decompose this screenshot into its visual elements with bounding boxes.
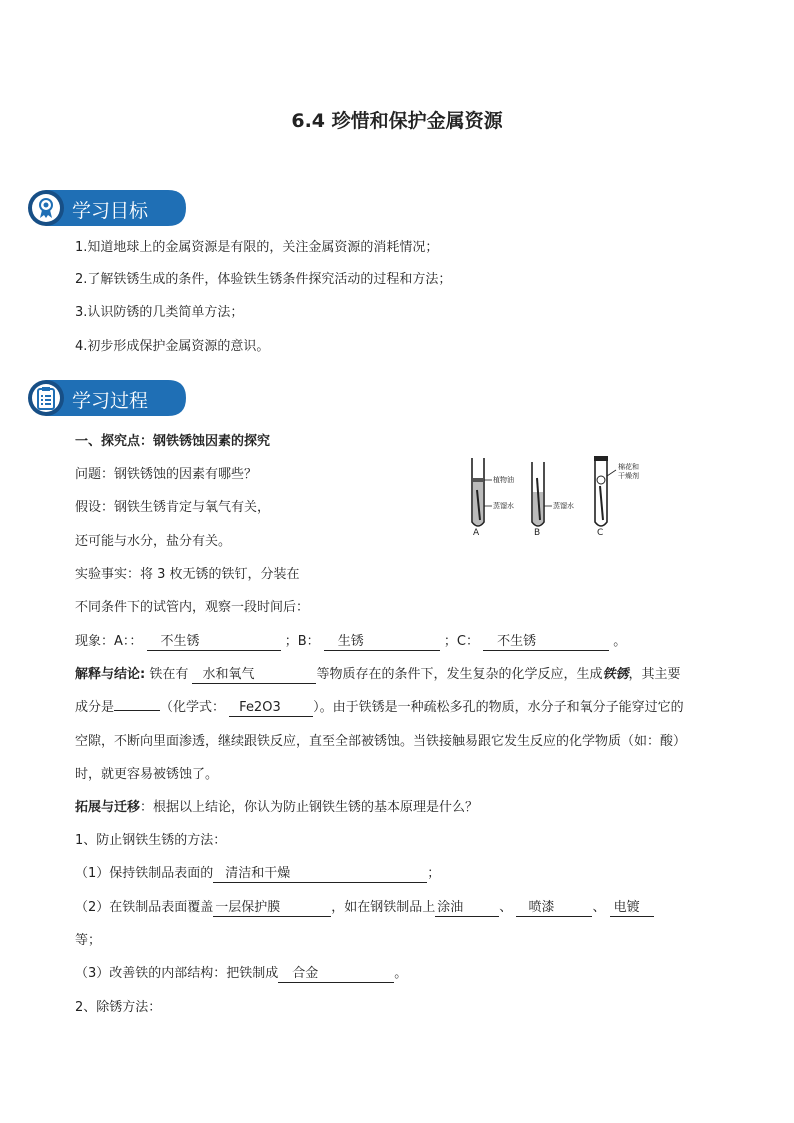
method-2 — [75, 898, 654, 918]
method-text: （2）在铁制品表面覆盖 — [75, 900, 214, 915]
goals-header: 学习目标 — [72, 200, 149, 222]
conclusion-blank-2 — [114, 710, 160, 711]
inquiry-heading: 一、探究点：钢铁锈蚀因素的探究 — [75, 434, 271, 449]
oil-label: 植物油 — [493, 476, 514, 484]
process-header: 学习过程 — [72, 390, 149, 412]
observation-line — [75, 632, 626, 652]
goal-item: 3.认识防锈的几类简单方法； — [75, 305, 244, 320]
fact-text: 实验事实：将 3 枚无锈的铁钉，分装在 — [75, 567, 300, 582]
method-2-blank-4: 电镀 — [610, 900, 654, 917]
method-2-blank-2: 涂油 — [435, 900, 499, 917]
method-text: ，如在钢铁制品上 — [331, 900, 436, 915]
goal-item: 1.知道地球上的金属资源是有限的，关注金属资源的消耗情况； — [75, 240, 439, 255]
extension-label: 拓展与迁移 — [75, 800, 141, 815]
goal-item: 4.初步形成保护金属资源的意识。 — [75, 339, 270, 354]
hypothesis-text: 还可能与水分，盐分有关。 — [75, 534, 232, 549]
method-2-end: 等； — [75, 933, 102, 948]
test-tubes-diagram — [466, 456, 696, 542]
obs-c-label: ；C： — [443, 634, 479, 649]
rust-term: 铁锈 — [602, 667, 629, 682]
conclusion-line-4: 时，就更容易被锈蚀了。 — [75, 767, 219, 782]
award-icon — [34, 196, 58, 220]
method-3-blank: 合金 — [278, 966, 394, 983]
obs-label: 现象：A：： — [75, 634, 143, 649]
extension-text: ：根据以上结论，你认为防止钢铁生锈的基本原理是什么？ — [140, 800, 479, 815]
tube-a-label: A — [473, 528, 480, 538]
method-1-blank: 清洁和干燥 — [213, 866, 427, 883]
method-text: （1）保持铁制品表面的 — [75, 866, 214, 881]
method-text: 、 — [499, 900, 513, 915]
conclusion-blank-1: 水和氧气 — [192, 667, 316, 684]
test-tube-figure — [466, 456, 696, 542]
conclusion-line-1 — [75, 665, 681, 685]
method-3 — [75, 964, 407, 984]
conclusion-text: 等物质存在的条件下，发生复杂的化学反应，生成 — [316, 667, 603, 682]
method-text: 、 — [592, 900, 606, 915]
conclusion-text: 铁在有 — [145, 667, 189, 682]
water-label-a: 蒸馏水 — [493, 502, 514, 510]
formula-blank: Fe2O3 — [229, 700, 313, 717]
conclusion-text: （化学式： — [160, 700, 226, 715]
obs-end: 。 — [613, 634, 627, 649]
method-text: （3）改善铁的内部结构：把铁制成 — [75, 966, 279, 981]
conclusion-line-3: 空隙，不断向里面渗透，继续跟铁反应，直至全部被锈蚀。当铁接触易跟它发生反应的化学物质（如：酸） — [75, 734, 687, 749]
tube-b-label: B — [534, 528, 541, 538]
conclusion-text: ）。由于铁锈是一种疏松多孔的物质，水分子和氧分子能穿过它的 — [313, 700, 684, 715]
obs-c-blank: 不生锈 — [483, 634, 609, 651]
desiccant-label: 干燥剂 — [618, 472, 639, 480]
obs-b-label: ；B： — [284, 634, 320, 649]
conclusion-label: 解释与结论: — [75, 667, 146, 682]
goal-item: 2.了解铁锈生成的条件，体验铁生锈条件探究活动的过程和方法； — [75, 272, 452, 287]
method-2-blank-1: 一层保护膜 — [213, 900, 331, 917]
fact-text: 不同条件下的试管内，观察一段时间后： — [75, 600, 310, 615]
conclusion-line-2 — [75, 698, 684, 718]
conclusion-text: 成分是 — [75, 700, 115, 715]
method-1 — [75, 864, 440, 884]
tube-c-label: C — [597, 528, 604, 538]
clipboard-icon — [35, 386, 57, 410]
method-2-blank-3: 喷漆 — [516, 900, 592, 917]
process-banner — [28, 380, 186, 416]
extension-line — [75, 798, 478, 818]
question-text: 问题：钢铁锈蚀的因素有哪些？ — [75, 467, 258, 482]
conclusion-text: ，其主要 — [628, 667, 681, 682]
method-text: 。 — [394, 966, 408, 981]
page-title: 6.4 珍惜和保护金属资源 — [291, 110, 503, 132]
water-label-b: 蒸馏水 — [553, 502, 574, 510]
obs-a-blank: 不生锈 — [147, 634, 281, 651]
hypothesis-text: 假设：钢铁生锈肯定与氧气有关， — [75, 500, 271, 515]
cotton-label: 棉花和 — [618, 463, 639, 471]
goals-banner — [28, 190, 186, 226]
method-text: ； — [427, 866, 441, 881]
methods-title: 1、防止钢铁生锈的方法： — [75, 833, 227, 848]
obs-b-blank: 生锈 — [324, 634, 440, 651]
rust-removal-title: 2、除锈方法： — [75, 1000, 162, 1015]
